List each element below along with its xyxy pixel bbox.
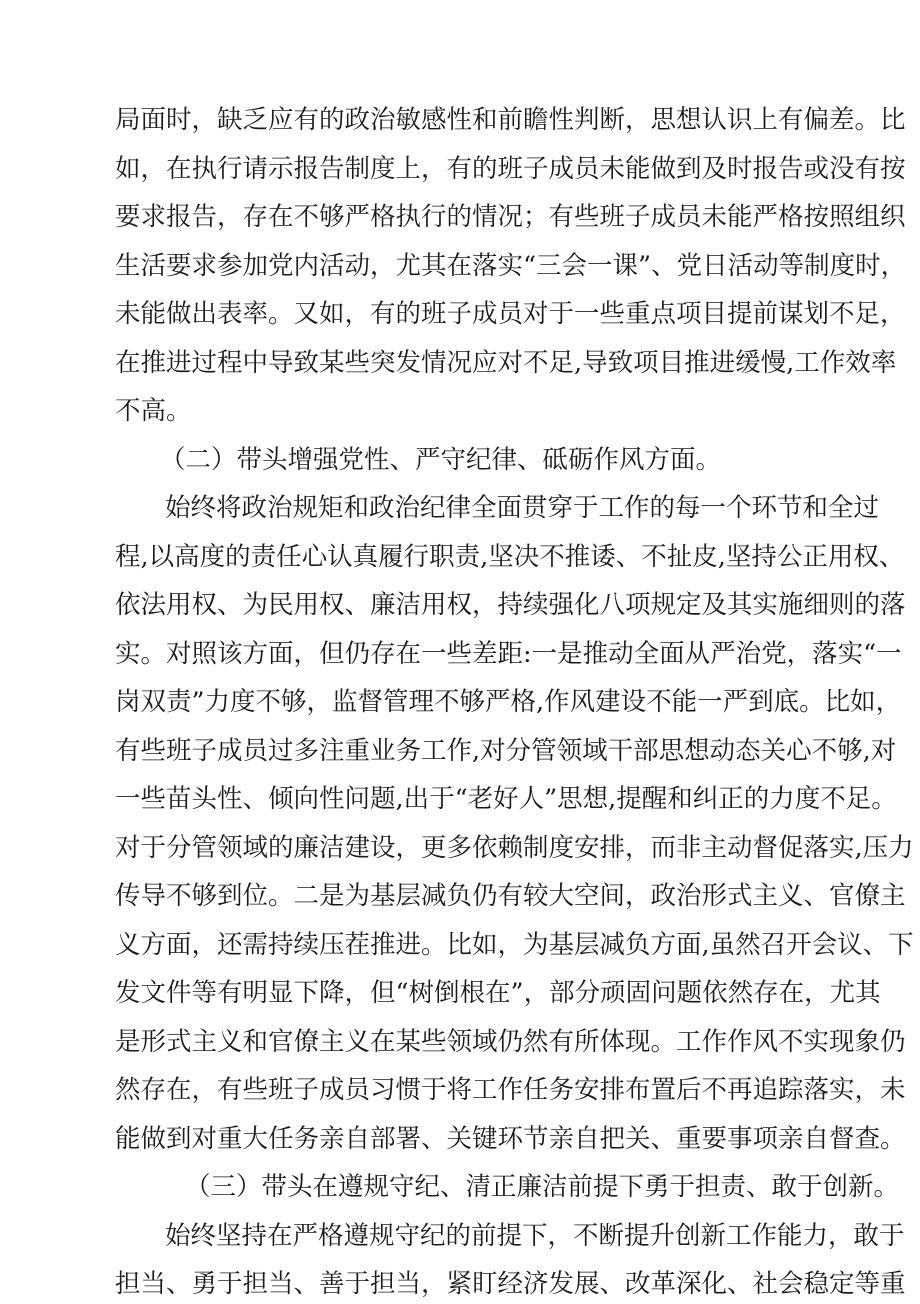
paragraph-line: 始终坚持在严格遵规守纪的前提下，不断提升创新工作能力，敢于	[165, 1221, 905, 1251]
paragraph-line: 一些苗头性、倾向性问题,出于“老好人”思想,提醒和纠正的力度不足。	[115, 784, 897, 814]
paragraph-line: 始终将政治规矩和政治纪律全面贯穿于工作的每一个环节和全过	[165, 493, 880, 523]
paragraph-line: 如，在执行请示报告制度上，有的班子成员未能做到及时报告或没有按	[115, 154, 906, 184]
paragraph-line: 然存在，有些班子成员习惯于将工作任务安排布置后不再追踪落实，未	[115, 1075, 906, 1105]
paragraph-line: 在推进过程中导致某些突发情况应对不足,导致项目推进缓慢,工作效率	[115, 348, 897, 378]
paragraph-line: 程,以高度的责任心认真履行职责,坚决不推诿、不扯皮,坚持公正用权、	[115, 542, 905, 572]
paragraph-line: 依法用权、为民用权、廉洁用权，持续强化八项规定及其实施细则的落	[115, 590, 906, 620]
paragraph-line: 担当、勇于担当、善于担当，紧盯经济发展、改革深化、社会稳定等重	[115, 1269, 906, 1299]
paragraph-line: 传导不够到位。二是为基层减负仍有较大空间，政治形式主义、官僚主	[115, 881, 906, 911]
paragraph-line: 对于分管领域的廉洁建设，更多依赖制度安排，而非主动督促落实,压力	[115, 833, 914, 863]
paragraph-line: 义方面，还需持续压茬推进。比如，为基层减负方面,虽然召开会议、下	[115, 930, 914, 960]
paragraph-line: 生活要求参加党内活动，尤其在落实“三会一课”、党日活动等制度时，	[115, 251, 907, 281]
paragraph-line: 不高。	[115, 396, 192, 426]
section-heading-2: （二）带头增强党性、严守纪律、砥砺作风方面。	[160, 445, 722, 475]
section-heading-3: （三）带头在遵规守纪、清正廉洁前提下勇于担责、敢于创新。	[185, 1172, 900, 1202]
paragraph-line: 有些班子成员过多注重业务工作,对分管领域干部思想动态关心不够,对	[115, 736, 897, 766]
paragraph-line: 岗双责”力度不够，监督管理不够严格,作风建设不能一严到底。比如，	[115, 687, 902, 717]
paragraph-line: 发文件等有明显下降，但“树倒根在”，部分顽固问题依然存在，尤其	[115, 978, 881, 1008]
paragraph-line: 要求报告，存在不够严格执行的情况；有些班子成员未能严格按照组织	[115, 202, 906, 232]
paragraph-line: 未能做出表率。又如，有的班子成员对于一些重点项目提前谋划不足，	[115, 299, 906, 329]
paragraph-line: 局面时，缺乏应有的政治敏感性和前瞻性判断，思想认识上有偏差。比	[115, 105, 906, 135]
paragraph-line: 能做到对重大任务亲自部署、关键环节亲自把关、重要事项亲自督查。	[115, 1124, 906, 1154]
paragraph-line: 实。对照该方面，但仍存在一些差距:一是推动全面从严治党，落实“一	[115, 639, 902, 669]
paragraph-line: 是形式主义和官僚主义在某些领域仍然有所体现。工作作风不实现象仍	[115, 1027, 906, 1057]
